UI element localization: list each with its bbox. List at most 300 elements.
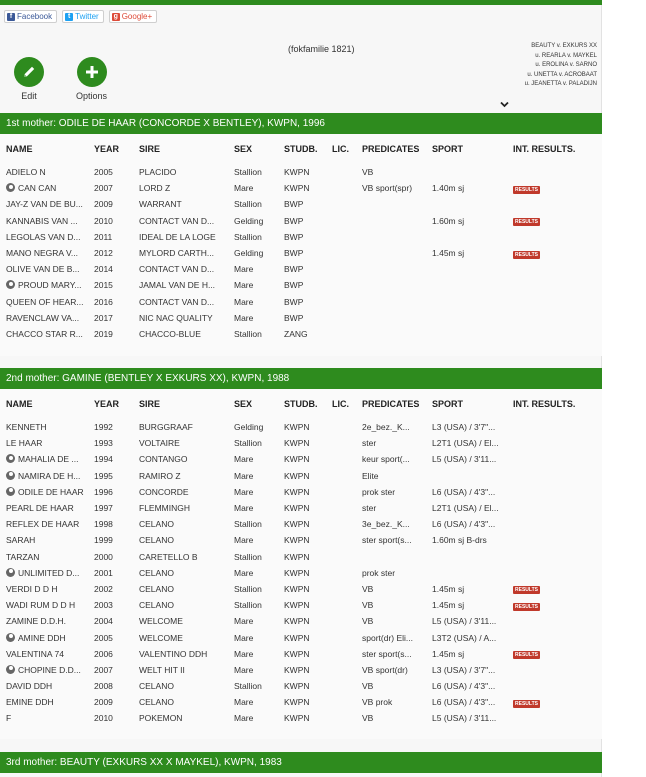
predicates-cell: VB sport(dr) <box>362 664 408 675</box>
license-cell <box>332 468 362 484</box>
google-share-button[interactable] <box>109 10 157 23</box>
horse-name-link[interactable]: EMINE DDH <box>6 697 54 708</box>
sex-cell: Mare <box>234 264 254 275</box>
predicates-cell <box>362 213 432 229</box>
twitter-icon: t <box>65 13 73 21</box>
int-results-cell <box>513 468 601 484</box>
sire-cell[interactable]: CELANO <box>139 697 174 708</box>
horse-name-link[interactable]: CHOPINE D.D... <box>18 664 81 675</box>
predicates-cell <box>362 245 432 261</box>
table-row[interactable] <box>0 261 601 277</box>
int-results-cell <box>513 516 601 532</box>
results-button[interactable]: RESULTS <box>515 219 538 226</box>
sex-cell: Mare <box>234 535 254 546</box>
sire-cell[interactable]: CHACCO-BLUE <box>139 328 201 339</box>
col-int-results[interactable]: INT. RESULTS. <box>513 144 576 154</box>
sire-cell[interactable]: CELANO <box>139 600 174 611</box>
sire-cell[interactable]: CELANO <box>139 519 174 530</box>
int-results-cell <box>513 229 601 245</box>
section-header-3rd-mother[interactable]: 3rd mother: BEAUTY (EXKURS XX X MAYKEL), KWPN, 1983 <box>0 752 602 773</box>
camera-icon[interactable] <box>6 454 15 463</box>
sex-cell: Mare <box>234 697 254 708</box>
table-row[interactable] <box>0 500 601 516</box>
twitter-share-button[interactable] <box>62 10 104 23</box>
year-cell: 2004 <box>94 616 113 627</box>
predicates-cell <box>362 277 432 293</box>
sire-cell[interactable]: IDEAL DE LA LOGE <box>139 231 216 242</box>
horse-name-cell[interactable] <box>0 516 94 532</box>
horse-name-cell[interactable] <box>0 229 94 245</box>
results-button[interactable]: RESULTS <box>515 186 538 193</box>
sex-cell: Mare <box>234 470 254 481</box>
sex-cell: Mare <box>234 280 254 291</box>
horse-name-link[interactable]: PROUD MARY... <box>18 280 82 291</box>
studbook-cell: KWPN <box>284 486 310 497</box>
horse-name-link[interactable]: ADIELO N <box>6 167 46 178</box>
horse-name-cell[interactable] <box>0 629 94 645</box>
camera-icon[interactable] <box>6 487 15 496</box>
sire-cell[interactable]: PLACIDO <box>139 167 177 178</box>
int-results-cell <box>513 310 601 326</box>
license-cell <box>332 581 362 597</box>
results-button[interactable]: RESULTS <box>515 652 538 659</box>
year-cell: 2009 <box>94 697 113 708</box>
year-cell: 2010 <box>94 215 113 226</box>
horse-name-link[interactable]: LEGOLAS VAN D... <box>6 231 81 242</box>
table-header-row <box>0 389 601 419</box>
table-row[interactable] <box>0 597 601 613</box>
col-sire[interactable]: SIRE <box>139 144 161 154</box>
table-row[interactable] <box>0 294 601 310</box>
horse-name-link[interactable]: NAMIRA DE H... <box>18 470 81 481</box>
horse-name-link[interactable]: REFLEX DE HAAR <box>6 519 80 530</box>
sex-cell: Mare <box>234 648 254 659</box>
sire-cell[interactable]: JAMAL VAN DE H... <box>139 280 216 291</box>
section-header-1st-mother[interactable]: 1st mother: ODILE DE HAAR (CONCORDE X BENTLEY), KWPN, 1996 <box>0 113 602 134</box>
license-cell <box>332 180 362 196</box>
horse-name-link[interactable]: CAN CAN <box>18 183 57 194</box>
col-year[interactable]: YEAR <box>94 399 120 409</box>
horse-name-cell[interactable] <box>0 261 94 277</box>
sire-cell[interactable]: CONTANGO <box>139 454 188 465</box>
year-cell: 2015 <box>94 280 113 291</box>
license-cell <box>332 419 362 435</box>
results-button[interactable]: RESULTS <box>515 251 538 258</box>
table-row[interactable] <box>0 662 601 678</box>
table-row[interactable] <box>0 435 601 451</box>
horse-name-cell[interactable] <box>0 451 94 467</box>
predicates-cell <box>362 229 432 245</box>
col-name[interactable]: NAME <box>6 399 33 409</box>
sire-cell[interactable]: WELT HIT II <box>139 664 185 675</box>
horse-name-link[interactable]: DAVID DDH <box>6 681 53 692</box>
edit-button[interactable] <box>14 57 44 101</box>
table-row[interactable] <box>0 629 601 645</box>
horse-name-link[interactable]: RAVENCLAW VA... <box>6 312 80 323</box>
studbook-cell: KWPN <box>284 470 310 481</box>
horse-name-cell[interactable] <box>0 565 94 581</box>
table-row[interactable] <box>0 245 601 261</box>
col-license[interactable]: LIC. <box>332 144 349 154</box>
horse-name-cell[interactable] <box>0 581 94 597</box>
options-button[interactable] <box>76 57 107 101</box>
camera-icon[interactable] <box>6 471 15 480</box>
year-cell: 1996 <box>94 486 113 497</box>
int-results-cell <box>513 196 601 212</box>
license-cell <box>332 196 362 212</box>
sire-cell[interactable]: POKEMON <box>139 713 183 724</box>
predicates-cell: prok ster <box>362 486 396 497</box>
sire-cell[interactable]: WARRANT <box>139 199 182 210</box>
sex-cell: Stallion <box>234 583 262 594</box>
sport-cell: L6 (USA) / 4'3"... <box>432 681 496 692</box>
camera-icon[interactable] <box>6 568 15 577</box>
predicates-cell: ster <box>362 438 377 449</box>
studbook-cell: BWP <box>284 296 304 307</box>
horse-name-cell[interactable] <box>0 196 94 212</box>
sire-cell[interactable]: CONCORDE <box>139 486 189 497</box>
sport-cell: L2T1 (USA) / El... <box>432 438 499 449</box>
horse-name-link[interactable]: JAY-Z VAN DE BU... <box>6 199 83 210</box>
table-row[interactable] <box>0 196 601 212</box>
horse-name-cell[interactable] <box>0 484 94 500</box>
horse-name-cell[interactable] <box>0 277 94 293</box>
table-row[interactable] <box>0 164 601 180</box>
sire-cell[interactable]: RAMIRO Z <box>139 470 181 481</box>
horse-name-cell[interactable] <box>0 678 94 694</box>
plus-icon <box>77 57 107 87</box>
edit-label: Edit <box>21 91 37 101</box>
section-header-2nd-mother[interactable]: 2nd mother: GAMINE (BENTLEY X EXKURS XX), KWPN, 1988 <box>0 368 602 389</box>
horse-name-cell[interactable] <box>0 326 94 342</box>
horse-name-link[interactable]: SARAH <box>6 535 36 546</box>
sire-cell[interactable]: CONTACT VAN D... <box>139 264 215 275</box>
year-cell: 2011 <box>94 231 113 242</box>
horse-name-cell[interactable] <box>0 435 94 451</box>
sire-cell[interactable]: FLEMMINGH <box>139 503 190 514</box>
offspring-table <box>0 134 601 342</box>
section-1st-mother <box>0 134 602 356</box>
horse-name-link[interactable]: LE HAAR <box>6 438 43 449</box>
sport-cell: L5 (USA) / 3'11... <box>432 713 497 724</box>
sex-cell: Stallion <box>234 199 262 210</box>
license-cell <box>332 597 362 613</box>
year-cell: 2002 <box>94 583 113 594</box>
twitter-label: Twitter <box>75 12 99 21</box>
studbook-cell: KWPN <box>284 600 310 611</box>
top-accent-bar <box>0 0 602 5</box>
studbook-cell: KWPN <box>284 681 310 692</box>
predicates-cell: VB sport(spr) <box>362 183 413 194</box>
horse-name-cell[interactable] <box>0 549 94 565</box>
sex-cell: Stallion <box>234 551 262 562</box>
studbook-cell: KWPN <box>284 438 310 449</box>
horse-name-cell[interactable] <box>0 646 94 662</box>
col-license[interactable]: LIC. <box>332 399 349 409</box>
horse-name-cell[interactable] <box>0 245 94 261</box>
sport-cell: L5 (USA) / 3'11... <box>432 616 497 627</box>
lineage-line: BEAUTY v. EXKURS XX <box>531 43 597 49</box>
horse-name-cell[interactable] <box>0 662 94 678</box>
horse-name-cell[interactable] <box>0 694 94 710</box>
int-results-cell <box>513 565 601 581</box>
sport-cell <box>432 164 513 180</box>
sport-cell <box>432 549 513 565</box>
predicates-cell: keur sport(... <box>362 454 410 465</box>
horse-name-cell[interactable] <box>0 180 94 196</box>
sex-cell: Gelding <box>234 215 264 226</box>
studbook-cell: BWP <box>284 248 304 259</box>
col-sex[interactable]: SEX <box>234 144 253 154</box>
studbook-cell: KWPN <box>284 167 310 178</box>
sire-cell[interactable]: MYLORD CARTH... <box>139 248 214 259</box>
studbook-cell: KWPN <box>284 422 310 433</box>
license-cell <box>332 229 362 245</box>
license-cell <box>332 484 362 500</box>
horse-name-cell[interactable] <box>0 500 94 516</box>
camera-icon[interactable] <box>6 665 15 674</box>
lineage-list <box>525 42 597 90</box>
horse-name-link[interactable]: AMINE DDH <box>18 632 66 643</box>
sport-cell: L3T2 (USA) / A... <box>432 632 497 643</box>
year-cell: 1998 <box>94 519 113 530</box>
col-predicates[interactable]: PREDICATES <box>362 399 420 409</box>
results-button[interactable]: RESULTS <box>515 603 538 610</box>
horse-name-link[interactable]: KENNETH <box>6 422 47 433</box>
horse-name-cell[interactable] <box>0 532 94 548</box>
int-results-cell <box>513 484 601 500</box>
horse-name-link[interactable]: F <box>6 713 12 724</box>
col-sport[interactable]: SPORT <box>432 144 464 154</box>
sex-cell: Mare <box>234 616 254 627</box>
year-cell: 2001 <box>94 567 113 578</box>
horse-name-link[interactable]: KANNABIS VAN ... <box>6 215 78 226</box>
table-row[interactable] <box>0 451 601 467</box>
table-row[interactable] <box>0 581 601 597</box>
year-cell: 1993 <box>94 438 113 449</box>
sire-cell[interactable]: BURGGRAAF <box>139 422 193 433</box>
camera-icon[interactable] <box>6 633 15 642</box>
int-results-cell <box>513 451 601 467</box>
horse-name-cell[interactable] <box>0 294 94 310</box>
int-results-cell <box>513 662 601 678</box>
license-cell <box>332 310 362 326</box>
horse-name-link[interactable]: MANO NEGRA V... <box>6 248 78 259</box>
studbook-cell: BWP <box>284 215 304 226</box>
col-year[interactable]: YEAR <box>94 144 120 154</box>
sire-cell[interactable]: LORD Z <box>139 183 171 194</box>
table-row[interactable] <box>0 549 601 565</box>
sire-cell[interactable]: CARETELLO B <box>139 551 198 562</box>
horse-name-cell[interactable] <box>0 419 94 435</box>
year-cell: 1992 <box>94 422 113 433</box>
col-studbook[interactable]: STUDB. <box>284 399 318 409</box>
predicates-cell <box>362 326 432 342</box>
studbook-cell: BWP <box>284 231 304 242</box>
col-sport[interactable]: SPORT <box>432 399 464 409</box>
horse-name-link[interactable]: VALENTINA 74 <box>6 648 64 659</box>
sex-cell: Mare <box>234 454 254 465</box>
studbook-cell: ZANG <box>284 328 308 339</box>
sire-cell[interactable]: CELANO <box>139 681 174 692</box>
table-row[interactable] <box>0 710 601 726</box>
table-row[interactable] <box>0 213 601 229</box>
table-row[interactable] <box>0 678 601 694</box>
license-cell <box>332 516 362 532</box>
options-label: Options <box>76 91 108 101</box>
offspring-table <box>0 389 601 727</box>
results-button[interactable]: RESULTS <box>515 700 538 707</box>
table-row[interactable] <box>0 646 601 662</box>
lineage-line: u. REARLA v. MAYKEL <box>535 52 597 59</box>
horse-name-cell[interactable] <box>0 613 94 629</box>
year-cell: 2000 <box>94 551 113 562</box>
sex-cell: Stallion <box>234 600 262 611</box>
table-row[interactable] <box>0 694 601 710</box>
sire-cell[interactable]: CONTACT VAN D... <box>139 215 215 226</box>
table-row[interactable] <box>0 277 601 293</box>
col-int-results[interactable]: INT. RESULTS. <box>513 399 576 409</box>
horse-name-cell[interactable] <box>0 164 94 180</box>
col-studbook[interactable]: STUDB. <box>284 144 318 154</box>
year-cell: 2008 <box>94 681 113 692</box>
sport-cell: L3 (USA) / 3'7"... <box>432 664 496 675</box>
table-row[interactable] <box>0 565 601 581</box>
table-row[interactable] <box>0 180 601 196</box>
sport-cell <box>432 310 513 326</box>
sire-cell[interactable]: VALENTINO DDH <box>139 648 208 659</box>
studbook-cell: BWP <box>284 264 304 275</box>
horse-name-link[interactable]: VERDI D D H <box>6 583 58 594</box>
horse-name-link[interactable]: MAHALIA DE ... <box>18 454 79 465</box>
predicates-cell: VB <box>362 583 374 594</box>
predicates-cell <box>362 310 432 326</box>
horse-name-cell[interactable] <box>0 710 94 726</box>
license-cell <box>332 435 362 451</box>
horse-name-cell[interactable] <box>0 310 94 326</box>
license-cell <box>332 662 362 678</box>
horse-name-link[interactable]: UNLIMITED D... <box>18 567 80 578</box>
sport-cell <box>432 261 513 277</box>
table-row[interactable] <box>0 516 601 532</box>
sex-cell: Stallion <box>234 438 262 449</box>
col-sex[interactable]: SEX <box>234 399 253 409</box>
studbook-cell: KWPN <box>284 664 310 675</box>
horse-name-link[interactable]: ZAMINE D.D.H. <box>6 616 66 627</box>
license-cell <box>332 565 362 581</box>
horse-name-link[interactable]: QUEEN OF HEAR... <box>6 296 84 307</box>
sire-cell[interactable]: NIC NAC QUALITY <box>139 312 213 323</box>
facebook-share-button[interactable] <box>4 10 57 23</box>
studbook-cell: KWPN <box>284 567 310 578</box>
sport-cell: L5 (USA) / 3'11... <box>432 454 497 465</box>
horse-name-link[interactable]: PEARL DE HAAR <box>6 503 74 514</box>
predicates-cell: VB <box>362 713 374 724</box>
int-results-cell <box>513 419 601 435</box>
sire-cell[interactable]: VOLTAIRE <box>139 438 180 449</box>
camera-icon[interactable] <box>6 183 15 192</box>
sire-cell[interactable]: CELANO <box>139 583 174 594</box>
horse-name-link[interactable]: WADI RUM D D H <box>6 600 76 611</box>
horse-name-cell[interactable] <box>0 468 94 484</box>
int-results-cell <box>513 294 601 310</box>
int-results-cell <box>513 213 601 229</box>
sport-cell: 1.45m sj <box>432 248 465 259</box>
horse-name-link[interactable]: TARZAN <box>6 551 40 562</box>
studbook-cell: KWPN <box>284 519 310 530</box>
table-row[interactable] <box>0 229 601 245</box>
sire-cell[interactable]: CONTACT VAN D... <box>139 296 215 307</box>
year-cell: 2006 <box>94 648 113 659</box>
col-sire[interactable]: SIRE <box>139 399 161 409</box>
sire-cell[interactable]: CELANO <box>139 567 174 578</box>
predicates-cell <box>362 549 432 565</box>
sex-cell: Mare <box>234 664 254 675</box>
table-row[interactable] <box>0 468 601 484</box>
year-cell: 2005 <box>94 632 113 643</box>
sport-cell: 1.40m sj <box>432 183 465 194</box>
col-predicates[interactable]: PREDICATES <box>362 144 420 154</box>
table-row[interactable] <box>0 310 601 326</box>
sex-cell: Gelding <box>234 422 264 433</box>
horse-name-link[interactable]: OLIVE VAN DE B... <box>6 264 80 275</box>
google-label: Google+ <box>121 12 153 21</box>
sport-cell: 1.60m sj B-drs <box>432 535 487 546</box>
year-cell: 2003 <box>94 600 113 611</box>
camera-icon[interactable] <box>6 280 15 289</box>
table-row[interactable] <box>0 484 601 500</box>
table-row[interactable] <box>0 532 601 548</box>
col-name[interactable]: NAME <box>6 144 33 154</box>
studbook-cell: KWPN <box>284 503 310 514</box>
sire-cell[interactable]: WELCOME <box>139 632 183 643</box>
sex-cell: Gelding <box>234 248 264 259</box>
year-cell: 2016 <box>94 296 113 307</box>
sire-cell[interactable]: CELANO <box>139 535 174 546</box>
table-row[interactable] <box>0 326 601 342</box>
horse-name-cell[interactable] <box>0 213 94 229</box>
studbook-cell: BWP <box>284 280 304 291</box>
lineage-line: u. JEANETTA v. PALADIJN <box>524 81 597 88</box>
table-row[interactable] <box>0 419 601 435</box>
sex-cell: Mare <box>234 567 254 578</box>
license-cell <box>332 694 362 710</box>
year-cell: 2010 <box>94 713 113 724</box>
license-cell <box>332 164 362 180</box>
chevron-down-icon[interactable] <box>500 95 509 113</box>
horse-name-link[interactable]: CHACCO STAR R... <box>6 328 83 339</box>
predicates-cell <box>362 294 432 310</box>
table-header-row <box>0 134 601 164</box>
sex-cell: Stallion <box>234 167 262 178</box>
horse-name-cell[interactable] <box>0 597 94 613</box>
int-results-cell <box>513 678 601 694</box>
sex-cell: Mare <box>234 503 254 514</box>
studbook-cell: KWPN <box>284 535 310 546</box>
table-row[interactable] <box>0 613 601 629</box>
results-button[interactable]: RESULTS <box>515 587 538 594</box>
license-cell <box>332 245 362 261</box>
int-results-cell <box>513 629 601 645</box>
int-results-cell <box>513 549 601 565</box>
sire-cell[interactable]: WELCOME <box>139 616 183 627</box>
sport-cell <box>432 326 513 342</box>
sport-cell: L2T1 (USA) / El... <box>432 503 499 514</box>
int-results-cell <box>513 261 601 277</box>
predicates-cell: prok ster <box>362 567 396 578</box>
horse-name-link[interactable]: ODILE DE HAAR <box>18 486 84 497</box>
studbook-cell: KWPN <box>284 551 310 562</box>
